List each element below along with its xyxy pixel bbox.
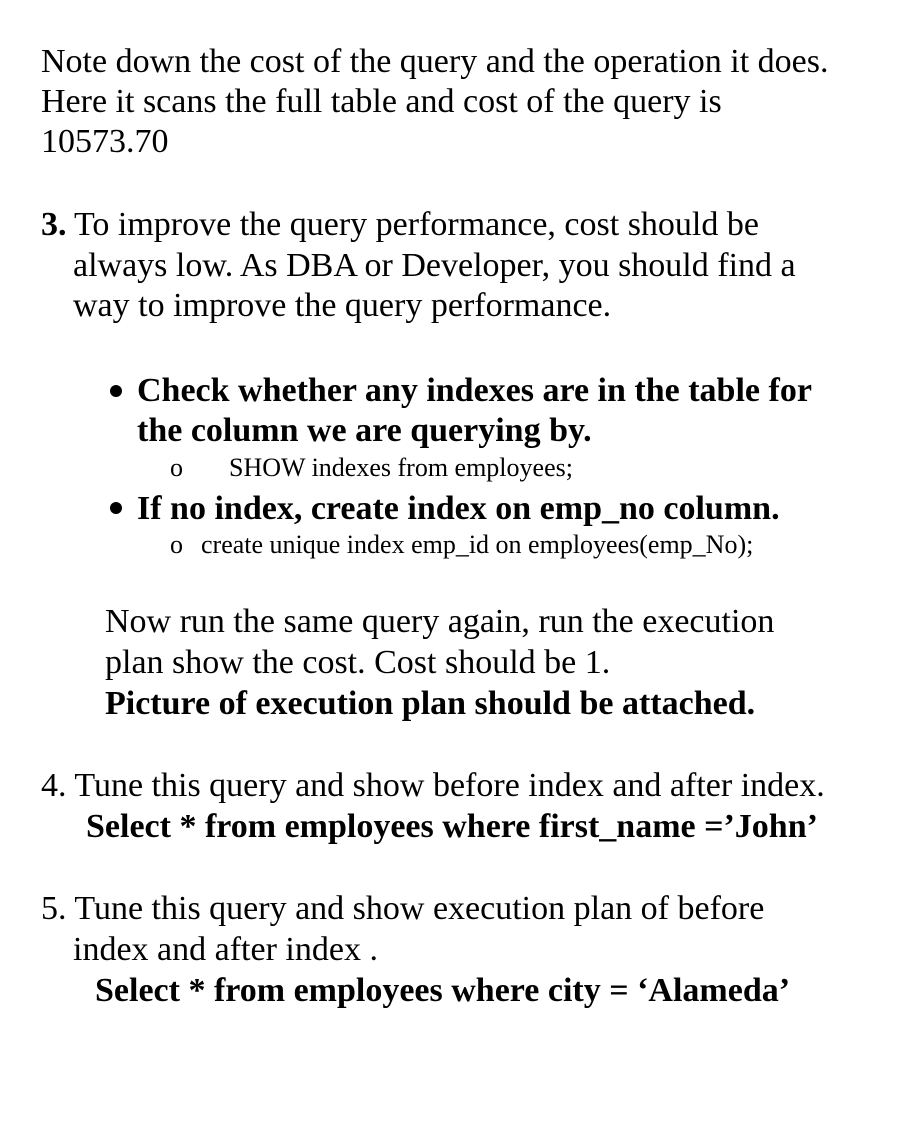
intro-line-1: Note down the cost of the query and the operation it does. <box>41 43 829 80</box>
bullet-1-line-2: the column we are querying by. <box>137 412 592 449</box>
step3-after-line-1: Now run the same query again, run the execution <box>105 603 775 640</box>
step4-line-1: 4. Tune this query and show before index and after index. <box>41 767 825 804</box>
step5-line-2: index and after index . <box>73 931 378 968</box>
step5-line-1: 5. Tune this query and show execution plan of before <box>41 890 765 927</box>
sub-bullet-icon: o <box>170 530 183 559</box>
bullet-icon <box>110 502 122 514</box>
step3-after-line-2: plan show the cost. Cost should be 1. <box>105 644 611 681</box>
bullet-1-line-1: Check whether any indexes are in the table for <box>137 372 812 409</box>
step3-line-1: To improve the query performance, cost should be <box>74 206 759 243</box>
bullet-2-sub-text: create unique index emp_id on employees(emp_No); <box>201 530 754 559</box>
step3-after-line-3: Picture of execution plan should be attached. <box>105 685 756 722</box>
bullet-2-line-1: If no index, create index on emp_no column. <box>137 490 780 527</box>
bullet-icon <box>110 385 122 397</box>
bullet-1-sub-text: SHOW indexes from employees; <box>229 453 573 482</box>
step3-line-2: always low. As DBA or Developer, you should find a <box>73 247 796 284</box>
step5-query: Select * from employees where city = ‘Alameda’ <box>95 972 791 1009</box>
step3-line-3: way to improve the query performance. <box>73 287 612 324</box>
sub-bullet-icon: o <box>170 453 183 482</box>
step3-number: 3. <box>41 206 67 243</box>
step4-query: Select * from employees where first_name =’John’ <box>86 808 818 845</box>
intro-line-2: Here it scans the full table and cost of the query is <box>41 83 722 120</box>
intro-line-3: 10573.70 <box>41 123 169 160</box>
